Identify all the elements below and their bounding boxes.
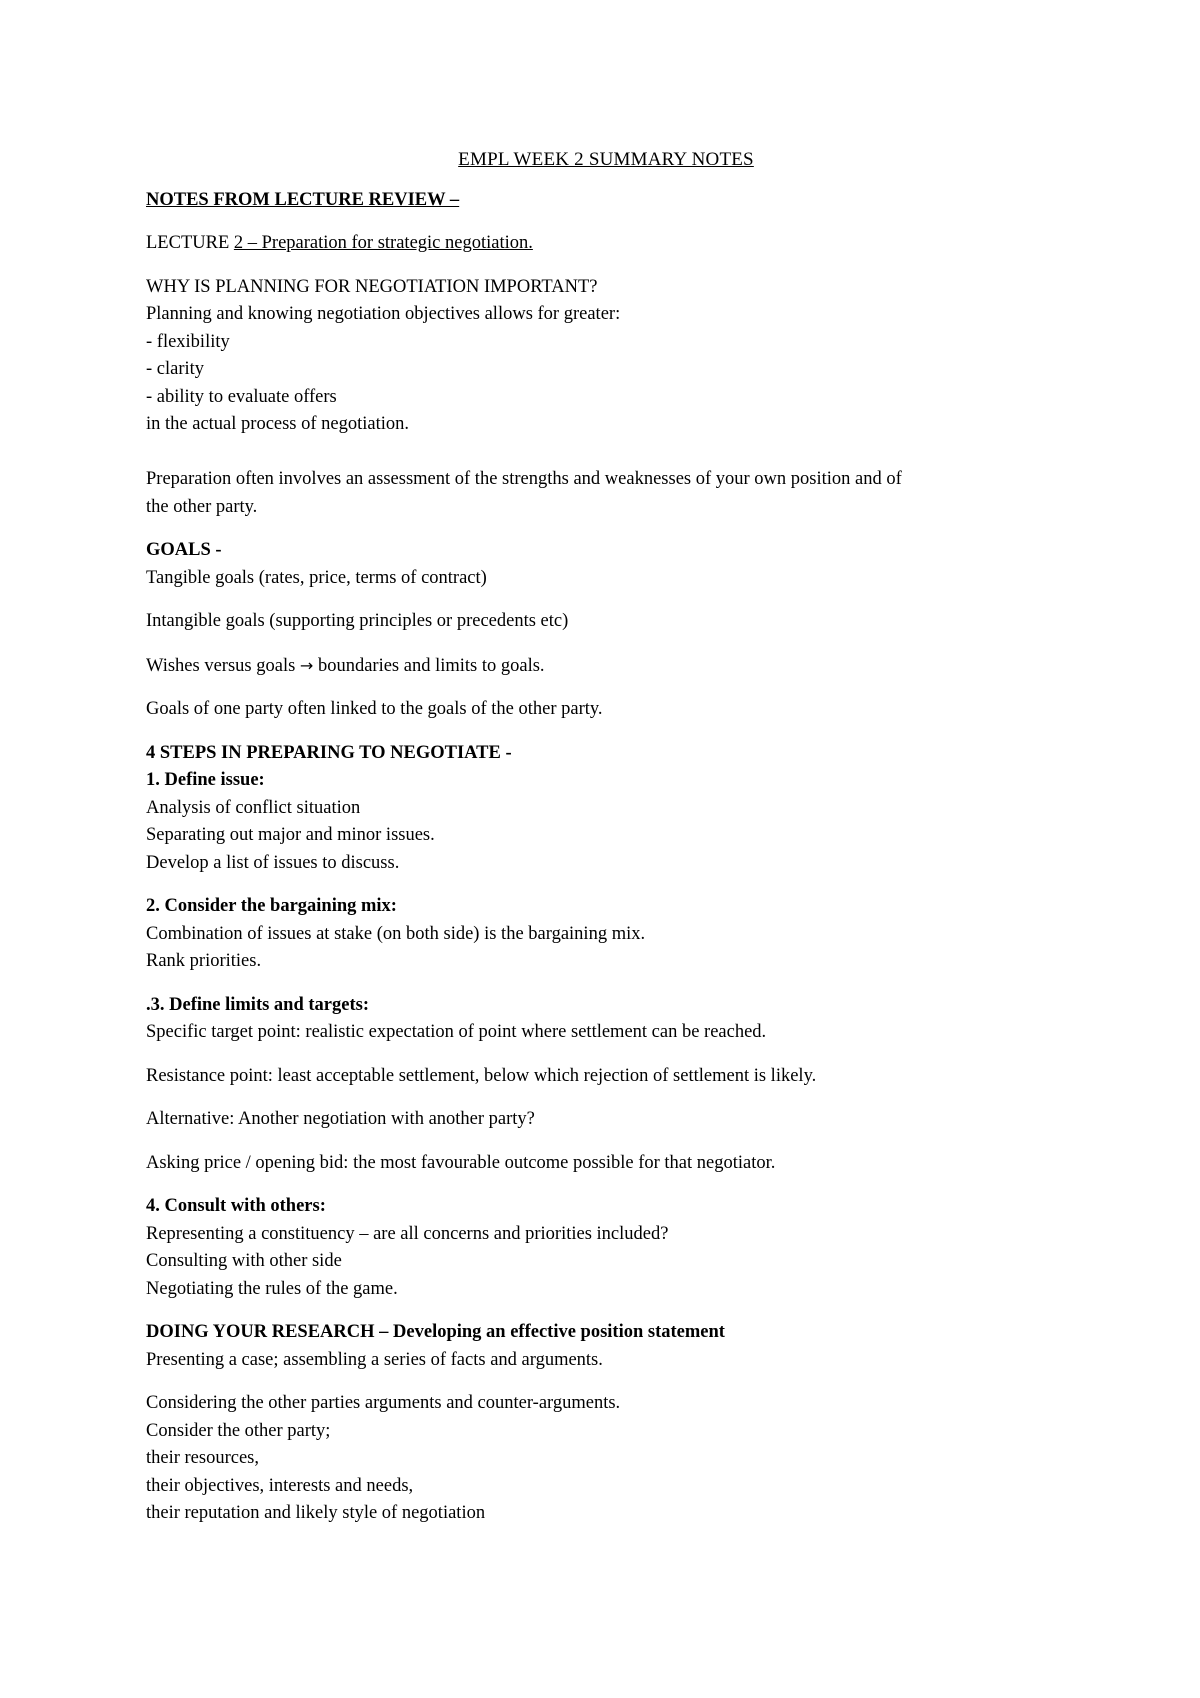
planning-item: - clarity <box>146 359 205 379</box>
research-line: Considering the other parties arguments and counter-arguments. <box>146 1393 621 1413</box>
document-title: EMPL WEEK 2 SUMMARY NOTES <box>458 149 754 170</box>
preparation-line: the other party. <box>146 496 258 517</box>
lecture-prefix: LECTURE <box>146 233 234 253</box>
research-line: their objectives, interests and needs, <box>146 1475 414 1496</box>
notes-heading: NOTES FROM LECTURE REVIEW – <box>146 189 460 210</box>
research-section <box>146 1319 1066 1374</box>
research-presenting: Presenting a case; assembling a series of facts and arguments. <box>146 1349 603 1370</box>
research-line: their reputation and likely style of negotiation <box>146 1503 486 1523</box>
step2-section <box>146 893 1066 976</box>
step4-line: Negotiating the rules of the game. <box>146 1278 398 1299</box>
step1-line: Develop a list of issues to discuss. <box>146 852 400 873</box>
steps-section <box>146 740 1066 878</box>
step4-line: Representing a constituency – are all concerns and priorities included? <box>146 1223 669 1244</box>
planning-intro: Planning and knowing negotiation objectives allows for greater: <box>146 304 621 324</box>
step3-section <box>146 992 1066 1047</box>
step1-line: Separating out major and minor issues. <box>146 825 435 845</box>
step4-heading: 4. Consult with others: <box>146 1196 326 1216</box>
step3-resistance: Resistance point: least acceptable settlement, below which rejection of settlement is likely. <box>146 1065 817 1086</box>
lecture-line <box>146 230 1066 258</box>
goals-intangible: Intangible goals (supporting principles or precedents etc) <box>146 611 569 631</box>
research-details <box>146 1390 1066 1528</box>
step1-heading: 1. Define issue: <box>146 770 265 790</box>
arrow-right-icon: → <box>299 655 314 675</box>
lecture-title: 2 – Preparation for strategic negotiation. <box>233 233 533 253</box>
steps-heading: 4 STEPS IN PREPARING TO NEGOTIATE - <box>146 742 512 763</box>
document-body <box>146 146 1066 1544</box>
step1-line: Analysis of conflict situation <box>146 797 361 818</box>
research-line: Consider the other party; <box>146 1420 331 1441</box>
planning-outro: in the actual process of negotiation. <box>146 414 410 434</box>
wishes-text: Wishes versus goals <box>146 655 300 676</box>
step3-heading: .3. Define limits and targets: <box>146 994 369 1015</box>
step3-asking: Asking price / opening bid: the most favourable outcome possible for that negotiator. <box>146 1152 776 1173</box>
step2-line: Combination of issues at stake (on both side) is the bargaining mix. <box>146 923 646 944</box>
goals-section <box>146 537 1066 592</box>
step2-heading: 2. Consider the bargaining mix: <box>146 896 397 916</box>
planning-item: - ability to evaluate offers <box>146 386 337 407</box>
planning-section <box>146 274 1066 522</box>
goals-wishes <box>146 652 1066 681</box>
planning-question: WHY IS PLANNING FOR NEGOTIATION IMPORTANT? <box>146 276 598 297</box>
step2-line: Rank priorities. <box>146 951 262 971</box>
planning-item: - flexibility <box>146 331 230 352</box>
research-heading: DOING YOUR RESEARCH – Developing an effective position statement <box>146 1322 725 1342</box>
step3-alternative: Alternative: Another negotiation with another party? <box>146 1109 535 1129</box>
step4-section <box>146 1193 1066 1303</box>
goals-linked: Goals of one party often linked to the goals of the other party. <box>146 699 603 719</box>
step4-line: Consulting with other side <box>146 1251 342 1271</box>
wishes-text-after: boundaries and limits to goals. <box>313 655 545 676</box>
goals-heading: GOALS - <box>146 540 222 560</box>
research-line: their resources, <box>146 1448 260 1468</box>
goals-tangible: Tangible goals (rates, price, terms of contract) <box>146 567 487 588</box>
blank-line <box>146 439 1066 467</box>
step3-target: Specific target point: realistic expectation of point where settlement can be reached. <box>146 1022 767 1042</box>
preparation-line: Preparation often involves an assessment of the strengths and weaknesses of your own position and of <box>146 469 902 489</box>
